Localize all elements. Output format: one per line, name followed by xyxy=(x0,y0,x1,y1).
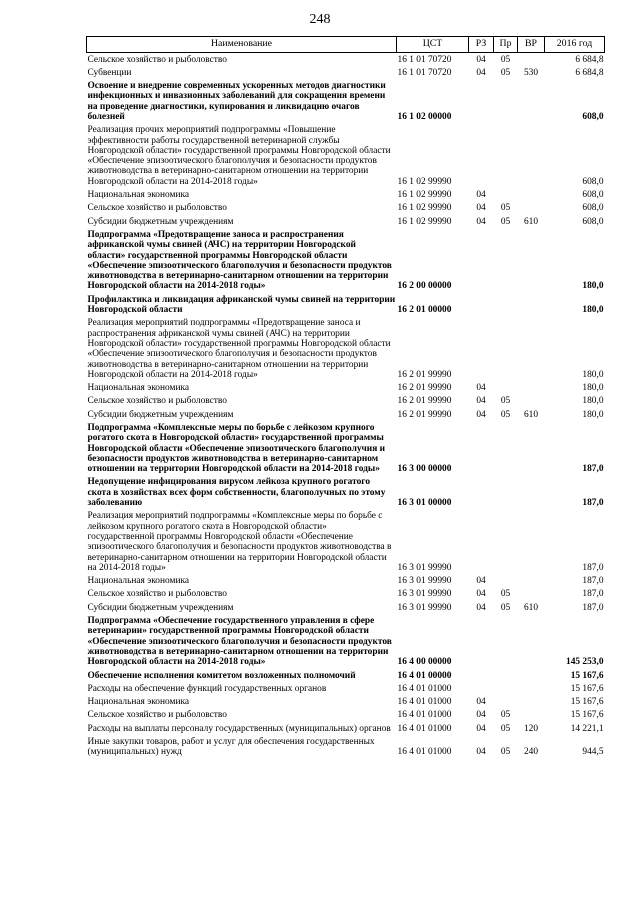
col-header-name: Наименование xyxy=(87,37,397,53)
table-row xyxy=(87,395,605,408)
table-row xyxy=(87,422,605,476)
row-vr-cell: 610 xyxy=(523,216,539,227)
row-rz-cell: 04 xyxy=(476,710,486,721)
row-name-cell: Подпрограмма «Комплексные меры по борьбе с лейкозом крупного рогатого скота в Новгородской области» государственной программы Новгородской области «Обеспечение эпизоотического благополучия и безопасности продуктов животноводства в ветеринарно-санитарном отношении на территории Новгородской области на 2014-2018 годы» xyxy=(87,423,386,475)
row-name-cell: Национальная экономика xyxy=(87,190,190,201)
row-pr-cell xyxy=(494,80,518,124)
row-vr-cell xyxy=(518,382,545,395)
table-body xyxy=(87,53,605,760)
row-pr-cell: 05 xyxy=(500,710,511,721)
row-csr-cell: 16 2 01 99990 xyxy=(397,409,452,420)
row-rz-cell xyxy=(469,422,494,476)
table-row xyxy=(87,601,605,614)
row-vr-cell xyxy=(518,53,545,67)
row-rz-cell: 04 xyxy=(476,697,486,708)
row-name-cell: Субсидии бюджетным учреждениям xyxy=(87,602,234,613)
row-rz-cell: 04 xyxy=(476,747,486,758)
row-sum-cell: 15 167,6 xyxy=(570,683,604,694)
row-name-cell: Подпрограмма «Обеспечение государственного управления в сфере ветеринарии» государственной программы Новгородской области «Обеспечение эпизоотического благополучия и безопасности продуктов животноводства в ветеринарно-санитарном отношении на территории Новгородской области на 2014-2018 годы» xyxy=(87,616,392,668)
row-rz-cell: 04 xyxy=(476,190,486,201)
row-sum-cell: 14 221,1 xyxy=(570,723,604,734)
row-name-cell: Реализация мероприятий подпрограммы «Комплексные меры по борьбе с лейкозом крупного рогатого скота в Новгородской области» государственной программы Новгородской области «Обеспечение эпизоотического благополучия и безопасности продуктов животноводства в ветеринарно-санитарном отношении на территории Новгородской области на 2014-2018 годы» xyxy=(87,511,392,573)
row-vr-cell xyxy=(518,422,545,476)
row-csr-cell: 16 4 01 01000 xyxy=(397,747,452,758)
row-csr-cell: 16 4 01 01000 xyxy=(397,683,452,694)
table-row xyxy=(87,510,605,575)
row-sum-cell: 180,0 xyxy=(582,369,604,380)
row-vr-cell xyxy=(518,317,545,382)
row-rz-cell: 04 xyxy=(476,589,486,600)
row-vr-cell xyxy=(518,709,545,722)
row-sum-cell: 15 167,6 xyxy=(570,710,604,721)
table-header-row xyxy=(87,37,605,53)
row-vr-cell: 610 xyxy=(523,602,539,613)
row-pr-cell: 05 xyxy=(500,54,511,65)
table-row xyxy=(87,696,605,709)
table-row xyxy=(87,228,605,293)
row-csr-cell: 16 4 00 00000 xyxy=(397,657,452,668)
table-row xyxy=(87,588,605,601)
row-sum-cell: 608,0 xyxy=(582,216,604,227)
row-pr-cell: 05 xyxy=(500,216,511,227)
row-csr-cell: 16 1 01 70720 xyxy=(397,67,452,78)
row-name-cell: Реализация прочих мероприятий подпрограммы «Повышение эффективности работы государственной ветеринарной службы Новгородской области» государственной программы Новгородской области «Обеспечение эпизоотического благополучия и безопасности продуктов животноводства в ветеринарно-санитарном отношении на территории Новгородской области на 2014-2018 годы» xyxy=(87,125,391,187)
row-sum-cell: 944,5 xyxy=(582,747,604,758)
row-name-cell: Освоение и внедрение современных ускоренных методов диагностики инфекционных и инвазионных заболеваний для сокращения времени на проведение диагностики, купирования и ликвидацию очагов болезней xyxy=(87,81,386,122)
row-name-cell: Расходы на обеспечение функций государственных органов xyxy=(87,683,327,694)
row-sum-cell: 187,0 xyxy=(582,576,604,587)
row-rz-cell xyxy=(469,615,494,669)
row-sum-cell: 6 684,8 xyxy=(575,54,604,65)
row-csr-cell: 16 3 01 99990 xyxy=(397,576,452,587)
row-name-cell: Субсидии бюджетным учреждениям xyxy=(87,216,234,227)
row-csr-cell: 16 1 02 99990 xyxy=(397,203,452,214)
row-rz-cell xyxy=(469,510,494,575)
row-csr-cell: 16 1 02 00000 xyxy=(397,111,452,122)
row-csr-cell: 16 3 01 99990 xyxy=(397,562,452,573)
row-sum-cell: 608,0 xyxy=(582,190,604,201)
col-header-csr: ЦСТ xyxy=(397,37,469,53)
row-csr-cell: 16 3 00 00000 xyxy=(397,464,452,475)
budget-table xyxy=(86,36,605,759)
row-sum-cell: 608,0 xyxy=(582,111,604,122)
row-rz-cell xyxy=(469,317,494,382)
table-row xyxy=(87,615,605,669)
row-pr-cell: 05 xyxy=(500,723,511,734)
row-csr-cell: 16 2 01 99990 xyxy=(397,383,452,394)
page-number: 248 xyxy=(309,12,331,27)
row-rz-cell xyxy=(469,476,494,510)
row-sum-cell: 180,0 xyxy=(582,396,604,407)
row-rz-cell: 04 xyxy=(476,54,486,65)
row-pr-cell: 05 xyxy=(500,602,511,613)
row-name-cell: Национальная экономика xyxy=(87,383,190,394)
row-csr-cell: 16 2 01 99990 xyxy=(397,369,452,380)
table-row xyxy=(87,575,605,588)
row-rz-cell: 04 xyxy=(476,67,486,78)
row-sum-cell: 180,0 xyxy=(582,383,604,394)
row-vr-cell xyxy=(518,395,545,408)
col-header-rz: РЗ xyxy=(469,37,494,53)
row-csr-cell: 16 2 00 00000 xyxy=(397,281,452,292)
row-name-cell: Недопущение инфицирования вирусом лейкоза крупного рогатого скота в хозяйствах всех форм собственности, благополучных по этому заболеванию xyxy=(87,477,386,509)
row-sum-cell: 187,0 xyxy=(582,562,604,573)
row-name-cell: Сельское хозяйство и рыболовство xyxy=(87,710,227,721)
row-csr-cell: 16 1 02 99990 xyxy=(397,190,452,201)
table-row xyxy=(87,215,605,228)
row-sum-cell: 15 167,6 xyxy=(570,670,604,681)
row-vr-cell xyxy=(518,293,545,317)
row-csr-cell: 16 1 02 99990 xyxy=(397,176,452,187)
row-vr-cell xyxy=(518,696,545,709)
table-row xyxy=(87,202,605,215)
row-rz-cell xyxy=(469,80,494,124)
table-row xyxy=(87,53,605,67)
row-name-cell: Сельское хозяйство и рыболовство xyxy=(87,589,227,600)
row-rz-cell xyxy=(469,124,494,189)
row-pr-cell: 05 xyxy=(500,747,511,758)
row-sum-cell: 180,0 xyxy=(582,305,604,316)
row-pr-cell: 05 xyxy=(500,409,511,420)
row-pr-cell xyxy=(494,382,518,395)
row-vr-cell xyxy=(518,588,545,601)
row-pr-cell xyxy=(494,124,518,189)
row-vr-cell: 610 xyxy=(523,409,539,420)
row-name-cell: Субсидии бюджетным учреждениям xyxy=(87,409,234,420)
row-vr-cell xyxy=(518,124,545,189)
row-sum-cell: 180,0 xyxy=(582,409,604,420)
table-row xyxy=(87,124,605,189)
row-rz-cell: 04 xyxy=(476,576,486,587)
row-name-cell: Субвенции xyxy=(87,67,132,78)
row-pr-cell xyxy=(494,228,518,293)
row-rz-cell xyxy=(469,293,494,317)
row-rz-cell: 04 xyxy=(476,396,486,407)
col-header-vr: ВР xyxy=(518,37,545,53)
row-sum-cell: 608,0 xyxy=(582,203,604,214)
row-name-cell: Обеспечение исполнения комитетом возложенных полномочий xyxy=(87,670,356,681)
table-row xyxy=(87,709,605,722)
row-sum-cell: 180,0 xyxy=(582,281,604,292)
row-name-cell: Расходы на выплаты персоналу государственных (муниципальных) органов xyxy=(87,723,391,734)
table-row xyxy=(87,80,605,124)
row-pr-cell xyxy=(494,669,518,682)
table-row xyxy=(87,66,605,79)
row-name-cell: Иные закупки товаров, работ и услуг для обеспечения государственных (муниципальных) нужд xyxy=(87,737,375,758)
row-rz-cell: 04 xyxy=(476,383,486,394)
row-pr-cell xyxy=(494,317,518,382)
row-sum-cell: 608,0 xyxy=(582,176,604,187)
row-rz-cell: 04 xyxy=(476,409,486,420)
row-csr-cell: 16 4 01 00000 xyxy=(397,670,452,681)
table-row xyxy=(87,382,605,395)
row-sum-cell: 6 684,8 xyxy=(575,67,604,78)
row-name-cell: Сельское хозяйство и рыболовство xyxy=(87,203,227,214)
row-vr-cell xyxy=(518,575,545,588)
row-name-cell: Реализация мероприятий подпрограммы «Предотвращение заноса и распространения африканской чумы свиней (АЧС) на территории Новгородской области» государственной программы Новгородской области «Обеспечение эпизоотического благополучия и безопасности продуктов животноводства в ветеринарно-санитарном отношении на территории Новгородской области на 2014-2018 годы» xyxy=(87,318,391,380)
row-rz-cell xyxy=(469,228,494,293)
row-pr-cell xyxy=(494,510,518,575)
row-name-cell: Национальная экономика xyxy=(87,576,190,587)
table-row xyxy=(87,408,605,421)
row-sum-cell: 15 167,6 xyxy=(570,697,604,708)
row-rz-cell: 04 xyxy=(476,602,486,613)
row-csr-cell: 16 2 01 99990 xyxy=(397,396,452,407)
table-row xyxy=(87,722,605,735)
row-vr-cell xyxy=(518,202,545,215)
row-csr-cell: 16 1 02 99990 xyxy=(397,216,452,227)
row-csr-cell: 16 3 01 00000 xyxy=(397,498,452,509)
row-vr-cell xyxy=(518,80,545,124)
table-row xyxy=(87,669,605,682)
table-row xyxy=(87,476,605,510)
row-pr-cell xyxy=(494,682,518,695)
row-csr-cell: 16 2 01 00000 xyxy=(397,305,452,316)
row-sum-cell: 187,0 xyxy=(582,602,604,613)
row-vr-cell xyxy=(518,476,545,510)
row-name-cell: Подпрограмма «Предотвращение заноса и распространения африканской чумы свиней (АЧС) на территории Новгородской области» государственной программы Новгородской области «Обеспечение эпизоотического благополучия и безопасности продуктов животноводства в ветеринарно-санитарном отношении на территории Новгородской области на 2014-2018 годы» xyxy=(87,229,392,292)
row-vr-cell xyxy=(518,615,545,669)
row-rz-cell: 04 xyxy=(476,216,486,227)
row-vr-cell xyxy=(518,189,545,202)
row-vr-cell: 530 xyxy=(523,67,539,78)
row-rz-cell xyxy=(469,669,494,682)
row-pr-cell: 05 xyxy=(500,67,511,78)
row-name-cell: Сельское хозяйство и рыболовство xyxy=(87,54,227,65)
row-pr-cell xyxy=(494,189,518,202)
row-pr-cell xyxy=(494,422,518,476)
row-rz-cell: 04 xyxy=(476,723,486,734)
row-csr-cell: 16 3 01 99990 xyxy=(397,589,452,600)
table-row xyxy=(87,189,605,202)
table-row xyxy=(87,293,605,317)
row-sum-cell: 187,0 xyxy=(582,498,604,509)
row-sum-cell: 145 253,0 xyxy=(566,657,604,668)
table-row xyxy=(87,317,605,382)
table-row xyxy=(87,682,605,695)
row-sum-cell: 187,0 xyxy=(582,589,604,600)
row-pr-cell: 05 xyxy=(500,396,511,407)
row-pr-cell xyxy=(494,696,518,709)
row-vr-cell xyxy=(518,682,545,695)
row-pr-cell: 05 xyxy=(500,203,511,214)
row-pr-cell: 05 xyxy=(500,589,511,600)
row-sum-cell: 187,0 xyxy=(582,464,604,475)
row-name-cell: Сельское хозяйство и рыболовство xyxy=(87,396,227,407)
row-pr-cell xyxy=(494,575,518,588)
row-name-cell: Национальная экономика xyxy=(87,697,190,708)
col-header-year: 2016 год xyxy=(545,37,605,53)
row-vr-cell xyxy=(518,228,545,293)
row-vr-cell xyxy=(518,669,545,682)
row-rz-cell: 04 xyxy=(476,203,486,214)
row-vr-cell: 120 xyxy=(523,723,539,734)
table-row xyxy=(87,736,605,760)
row-pr-cell xyxy=(494,476,518,510)
row-csr-cell: 16 4 01 01000 xyxy=(397,710,452,721)
row-name-cell: Профилактика и ликвидация африканской чумы свиней на территории Новгородской области xyxy=(87,294,396,316)
row-csr-cell: 16 1 01 70720 xyxy=(397,54,452,65)
row-csr-cell: 16 4 01 01000 xyxy=(397,697,452,708)
row-vr-cell xyxy=(518,510,545,575)
row-rz-cell xyxy=(469,682,494,695)
row-pr-cell xyxy=(494,615,518,669)
col-header-pr: Пр xyxy=(494,37,518,53)
row-csr-cell: 16 4 01 01000 xyxy=(397,723,452,734)
row-vr-cell: 240 xyxy=(523,747,539,758)
row-csr-cell: 16 3 01 99990 xyxy=(397,602,452,613)
row-pr-cell xyxy=(494,293,518,317)
